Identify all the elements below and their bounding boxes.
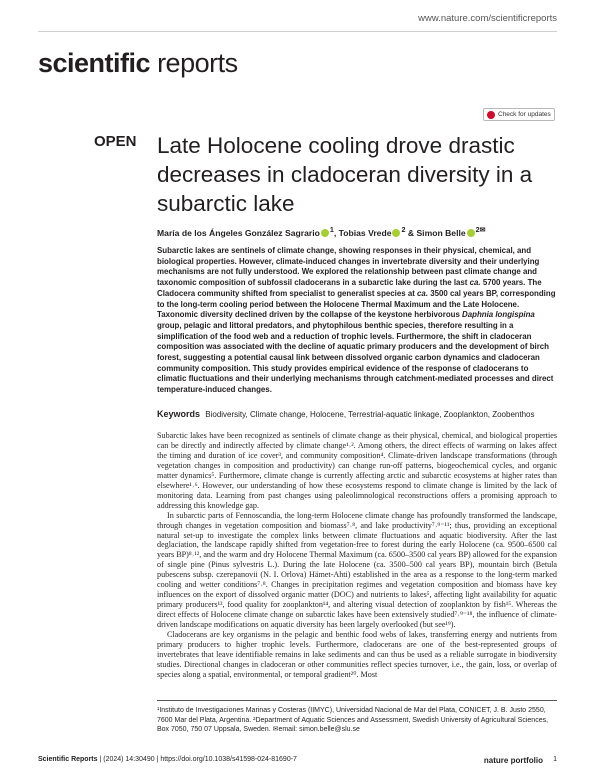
keywords — [157, 409, 557, 419]
paragraph-1: Subarctic lakes have been recognized as sentinels of climate change as their physical, chemical, and biological properties can be directly and indirectly affected by climate change¹˒². Among others, the direct effects of warming on lakes affect the timing and duration of ice cover³, and community composition⁴. Climate-driven landscape transformations (through vegetation changes in composition and productivity) can change run-off patterns, biogeochemical cycles, and organic matter dynamics⁵. Furthermore, climate change is currently affecting arctic and subarctic ecosystems at higher rates than elsewhere¹˒⁶. However, our understanding of how these ecosystems respond to climate change is limited by the lack of monitoring data. Learning from past changes using paleolimnological reconstructions offers a promising approach to addressing this knowledge gap. — [157, 431, 557, 510]
author-3[interactable]: & Simon Belle — [405, 227, 466, 238]
logo-bold: scientific — [38, 48, 151, 78]
footer-journal: Scientific Reports — [38, 756, 98, 763]
journal-url[interactable]: www.nature.com/scientificreports — [418, 13, 557, 24]
page-number: 1 — [553, 756, 557, 763]
logo-light: reports — [157, 48, 238, 78]
updates-icon — [487, 111, 495, 119]
article-body — [157, 431, 557, 680]
author-3-affil: 2✉ — [475, 226, 486, 234]
author-2-affil: 2 — [401, 226, 406, 234]
keywords-list: Biodiversity, Climate change, Holocene, Terrestrial-aquatic linkage, Zooplankton, Zoobenthos — [205, 410, 535, 419]
abstract: Subarctic lakes are sentinels of climate change, showing responses in their physical, chemical, and biological properties. However, climate-induced changes in invertebrate diversity and their underlying mechanisms are not fully understood. We explored the relationship between past climate change and taxonomic composition of subfossil cladocerans in a subarctic lake during the last ca. 5700 years. The Cladocera community shifted from specialist to generalist species at ca. 3500 cal years BP, corresponding to the long-term cooling period between the Holocene Thermal Maximum and the Late Holocene. Taxonomic diversity declined driven by the collapse of the keystone herbivorous Daphnia longispina group, pelagic and littoral predators, and phytophilous benthic species, therefore resulting in a simplification of the food web and a reduction of trophic levels. Furthermore, the shift in cladoceran composition was associated with the decline of aquatic primary producers and the development of birch forest, suggesting a potential causal link between dissolved organic carbon dynamics and cladoceran community composition. This study provides empirical evidence of the response of cladocerans to climatic fluctuations and their underlying mechanisms through catchment-mediated processes and direct temperature-induced changes. — [157, 246, 556, 395]
header-divider — [38, 31, 557, 32]
paragraph-3: Cladocerans are key organisms in the pelagic and benthic food webs of lakes, transferring energy and nutrients from primary producers to higher trophic levels. Furthermore, cladocerans are one of the best-represented groups of invertebrates that leave identifiable remains in lake sediments and can thus be used as a reliable surrogate in biodiversity studies. Directional changes in cladoceran or other communities reflect species turnover, i.e., the gain, loss, or overlap of species along a spatial, environmental, or temporal gradient²⁰. Most — [157, 630, 557, 679]
orcid-icon[interactable] — [392, 229, 400, 237]
footer-volume: (2024) 14:30490 — [103, 756, 155, 763]
publisher-logo: nature portfolio — [483, 756, 543, 765]
author-1[interactable]: María de los Ángeles González Sagrario — [157, 227, 320, 238]
open-access-label: OPEN — [94, 133, 137, 150]
affiliations: ¹Instituto de Investigaciones Marinas y Costeras (IIMYC), Universidad Nacional de Mar del Plata, CONICET, J. B. Justo 2550, 7600 Mar del Plata, Argentina. ²Department of Aquatic Sciences and Assessment, Swedish University of Agricultural Sciences, Box 7050, 750 07 Uppsala, Sweden. ✉email: simon.belle@slu.se — [157, 707, 549, 733]
article-title: Late Holocene cooling drove drastic decreases in cladoceran diversity in a subarctic lake — [157, 133, 533, 216]
page-footer: Scientific Reports | (2024) 14:30490 | https://doi.org/10.1038/s41598-024-81690-7 nature portfolio 1 — [38, 756, 557, 765]
check-updates-label: Check for updates — [498, 111, 551, 118]
orcid-icon[interactable] — [321, 229, 329, 237]
journal-logo[interactable] — [38, 50, 238, 77]
orcid-icon[interactable] — [467, 229, 475, 237]
footer-doi[interactable]: https://doi.org/10.1038/s41598-024-81690-7 — [160, 756, 297, 763]
paragraph-2: In subarctic parts of Fennoscandia, the long-term Holocene climate change has profoundly transformed the landscape, through changes in vegetation composition and biomass⁷˒⁸, and lake productivity⁷˒⁹⁻¹¹; thus, providing an exceptional natural set-up to investigate the complex links between climate fluctuations and aquatic biodiversity. After the last deglaciation, the landscape rapidly shifted from vegetation-free to forest during the early Holocene (ca. 9500–6500 cal years BP)⁸˒¹², and the warm and dry Holocene Thermal Maximum (ca. 6500–3500 cal years BP) allowed for the expansion of single pine (Pinus sylvestris L.). During the late Holocene (ca. 3500–500 cal years BP), mountain birch (Betula pubescens subsp. czerepanovii (N. I. Orlova) Hämet-Ahti) established in the area as a response to the long-term marked cooling and wetter conditions⁷˒⁸. Changes in precipitation regimes and vegetation composition and biomass have key influences on the export of dissolved organic matter (DOC) and nutrients to lakes⁵, affecting light availability for aquatic primary producers¹³, food quality for zooplankton¹⁴, and altering visual detection of zooplankton by fish¹⁵. Whereas the direct effects of Holocene climate change on subarctic lakes have been extensively studied⁷˒⁹⁻¹⁸, the influence of climate-driven landscape modifications on aquatic diversity has been largely overlooked (but see¹⁹). — [157, 510, 557, 630]
footnote-rule — [157, 700, 557, 701]
keywords-heading: Keywords — [157, 409, 201, 419]
author-1-affil: 1 — [329, 226, 334, 234]
author-list — [157, 225, 557, 238]
author-2[interactable]: , Tobias Vrede — [333, 227, 392, 238]
check-for-updates-button[interactable] — [483, 108, 555, 121]
